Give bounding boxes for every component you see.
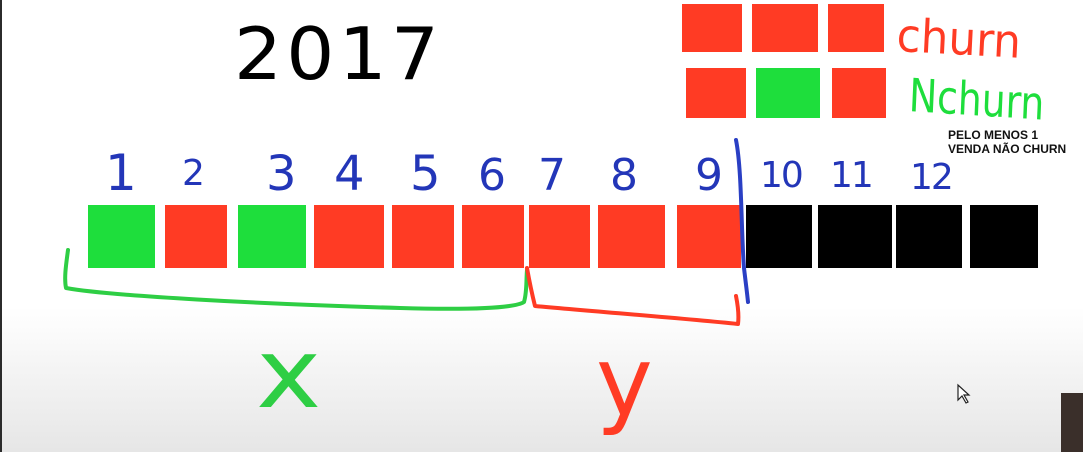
legend-churn-label: churn	[895, 8, 1023, 69]
target-brace	[527, 268, 738, 324]
month-number-12: 12	[910, 157, 952, 198]
month-number-5: 5	[410, 146, 441, 202]
cutoff-divider-line	[736, 140, 748, 302]
month-number-6: 6	[478, 150, 506, 201]
month-number-11: 11	[830, 155, 872, 196]
month-number-2: 2	[182, 153, 205, 194]
month-number-1: 1	[105, 144, 137, 202]
month-number-9: 9	[695, 150, 723, 201]
month-number-10: 10	[760, 155, 802, 196]
rule-note: PELO MENOS 1 VENDA NÃO CHURN	[948, 128, 1067, 156]
target-label: y	[596, 326, 653, 438]
year-title: 2017	[234, 12, 444, 96]
month-number-7: 7	[538, 150, 566, 201]
month-number-4: 4	[334, 146, 365, 202]
feature-label: x	[256, 318, 322, 430]
feature-brace	[65, 250, 527, 309]
legend-nchurn-label: Nchurn	[907, 68, 1046, 131]
month-number-3: 3	[266, 146, 297, 202]
cursor-icon	[958, 385, 969, 403]
month-number-8: 8	[610, 150, 638, 201]
